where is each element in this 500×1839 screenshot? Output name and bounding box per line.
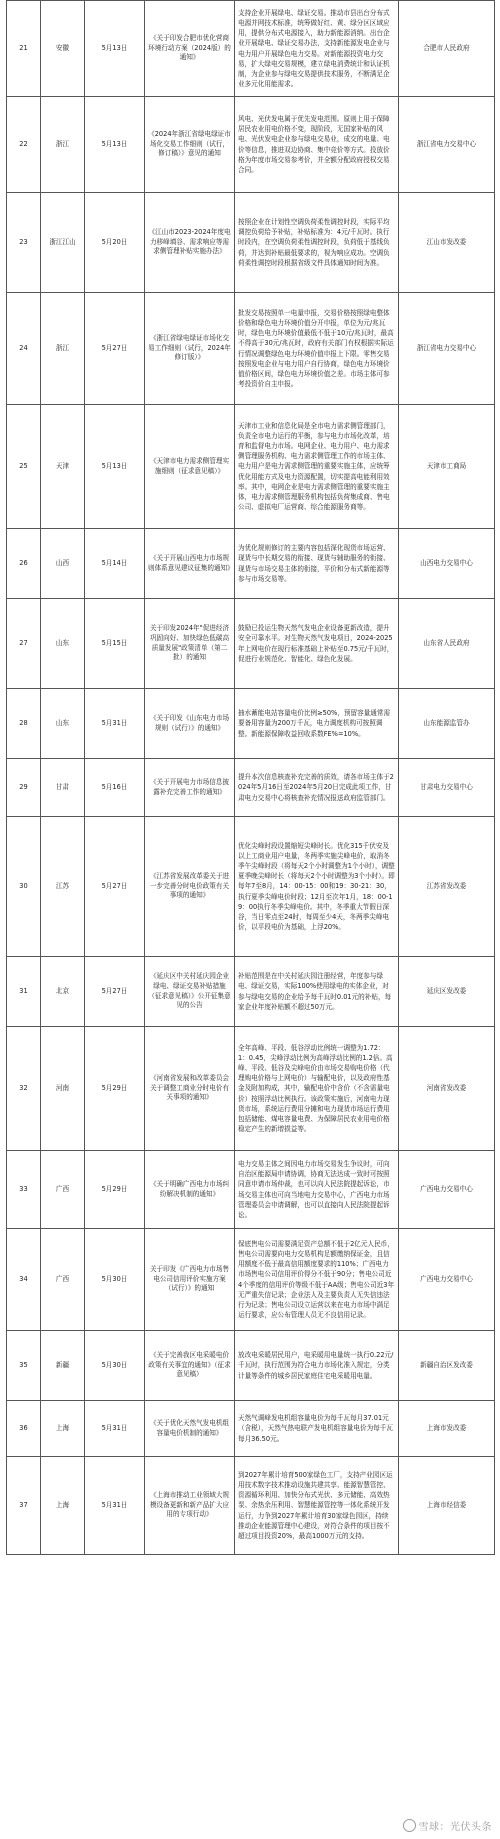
issuer-cell: 合肥市人民政府: [399, 1, 495, 97]
table-row: [7, 1457, 495, 1555]
document-title-cell: 《浙江省绿电绿证市场化交易工作细则（试行，2024年修订版）》: [145, 293, 235, 405]
row-number: 30: [7, 817, 41, 957]
document-title-cell: 《天津市电力需求侧管理实施细则（征求意见稿）》: [145, 405, 235, 529]
summary-cell: 天津市工业和信息化局是全市电力需求侧管理部门，负责全市电力运行的平衡，参与电力市场化改革，培育和监督电力市场。电网企业、电力用户、电力需求侧管理服务机构、电力需求侧管理工作的市场主体、电力用户是电力需求侧管理的重要实施主体，应统筹优化用能方式及电力资源配置，切实提高电能利用效率。其中，电网企业是电力需求侧管理的重要实施主体，电力需求侧管理服务机构包括负荷集成商、售电公司、虚拟电厂运营商、综合能源服务商等。: [235, 405, 399, 529]
document-title-cell: 《关于开展电力市场信息披露补充完善工作的通知》: [145, 759, 235, 817]
date-cell: 5月20日: [85, 193, 145, 293]
date-cell: 5月30日: [85, 1331, 145, 1401]
row-number: 32: [7, 1027, 41, 1151]
region-cell: 上海: [41, 1401, 85, 1457]
summary-cell: 补贴范围是在中关村延庆园注册经营，年度参与绿电、绿证交易，实际100%使用绿电的实体企业，对参与绿电交易的企业给予每千瓦时0.01元的补贴，每家企业年度补贴额不超过50万元。: [235, 957, 399, 1027]
summary-cell: 全年高峰、平段、低谷浮动比例统一调整为1.72：1：0.45，尖峰浮动比例为高峰浮动比例的1.2倍。高峰、平段、低谷及尖峰电价由市场交易购电价格（代理购电价格与上网电价）与输配电价，以及政府性基金及附加构成，其中，输配电价中含价（不含需量电价）按照浮动比例执行。该政策实施后，河南电力现货市场，系统运行费用分摊和电力现货市场运行费用包括储能、煤电容量电费、为保障居民农业用电价格稳定产生的新增损益等。: [235, 1027, 399, 1151]
row-number: 28: [7, 689, 41, 759]
table-row: [7, 529, 495, 599]
table-row: [7, 599, 495, 689]
document-title-cell: 《延庆区中关村延庆园企业绿电、绿证交易补贴措施（征求意见稿）》公开征集意见的公告: [145, 957, 235, 1027]
issuer-cell: 上海市发改委: [399, 1401, 495, 1457]
row-number: 27: [7, 599, 41, 689]
table-row: [7, 193, 495, 293]
row-number: 26: [7, 529, 41, 599]
table-row: [7, 97, 495, 193]
summary-cell: 支持企业开展绿电、绿证交易。推动市县出台分布式电源并网技术标准，统筹做好红、黄、绿分区区域应用，提供分布式电源接入，助力新能源消纳。出台企业开展绿电、绿证交易办法，支持新能源发电企业与电力用户开展绿色电力交易。对新能源投资电力交易，扩大绿电交易规模，建立绿电消费统计和认证机制，为企业参与绿电交易提供技术服务，不断满足企业多元化用能需求。: [235, 1, 399, 97]
issuer-cell: 浙江省电力交易中心: [399, 293, 495, 405]
summary-cell: 放改电采暖居民用户，电采暖用电量统一执行0.22元/千瓦时，执行范围为符合电力市场化准入规定，分类计量等条件的城乡居民家庭住宅电采暖用电量。: [235, 1331, 399, 1401]
issuer-cell: 广西电力交易中心: [399, 1151, 495, 1229]
table-row: [7, 817, 495, 957]
region-cell: 山东: [41, 689, 85, 759]
issuer-cell: 广西电力交易中心: [399, 1229, 495, 1331]
row-number: 24: [7, 293, 41, 405]
region-cell: 山东: [41, 599, 85, 689]
region-cell: 浙江: [41, 97, 85, 193]
region-cell: 山西: [41, 529, 85, 599]
table-row: [7, 1, 495, 97]
snowball-logo-icon: [403, 1819, 416, 1832]
watermark: [403, 1818, 493, 1833]
document-title-cell: 关于印发《广西电力市场售电公司信用评价实施方案（试行）》的通知: [145, 1229, 235, 1331]
row-number: 34: [7, 1229, 41, 1331]
table-row: [7, 293, 495, 405]
region-cell: 广西: [41, 1151, 85, 1229]
row-number: 23: [7, 193, 41, 293]
date-cell: 5月31日: [85, 1401, 145, 1457]
document-title-cell: 《关于开展山西电力市场规则体系意见建议征集的通知》: [145, 529, 235, 599]
document-title-cell: 《关于完善我区电采暖电价政策有关事宜的通知》（征求意见稿）: [145, 1331, 235, 1401]
issuer-cell: 天津市工商局: [399, 405, 495, 529]
date-cell: 5月13日: [85, 405, 145, 529]
row-number: 29: [7, 759, 41, 817]
row-number: 22: [7, 97, 41, 193]
issuer-cell: 山东省人民政府: [399, 599, 495, 689]
summary-cell: 电力交易主体之间因电力市场交易发生争议时，可向自治区能源局申请协调，协商无法达成一致时可按照同意申请市场仲裁，也可以向人民法院提起诉讼，市场交易主体也可向当地电力交易中心，广西电力市场管理委员会申请调解，也可以直接向人民法院提起诉讼。: [235, 1151, 399, 1229]
table-row: [7, 1401, 495, 1457]
document-title-cell: 关于印发2024年"促进经济巩固向好、加快绿色低碳高质量发展"政策清单（第二批）的通知: [145, 599, 235, 689]
summary-cell: 保底售电公司需要满足资产总额不低于2亿元人民币，售电公司需要向电力交易机构足额缴纳保证金，且信用额度不低于最高信用额度要求的110%；广西电力市场售电公司信用评价得分不低于90分；售电公司近4个季度的信用评价等级不低于AA级；售电公司近3年无严重失信记录；企业法人及主要负责人无失信违法行为记录；售电公司设立运营以来在电力市场中满足运行要求，应公布管理人员无不良信用记录。: [235, 1229, 399, 1331]
date-cell: 5月14日: [85, 529, 145, 599]
document-title-cell: 《关于优化天然气发电机组容量电价机制的通知》: [145, 1401, 235, 1457]
summary-cell: 风电、光伏发电属于优先发电范围。原则上用于保障居民农业用电价格不变，现阶段，无国家补贴的风电、光伏发电企业参与绿电交易业，成交的电量、电价等信息，推进双边协商、集中竞价等方式。投放价格为年度市场交易参考价，并全额分配政府授权交易合同。: [235, 97, 399, 193]
region-cell: 河南: [41, 1027, 85, 1151]
date-cell: 5月13日: [85, 97, 145, 193]
issuer-cell: 延庆区发改委: [399, 957, 495, 1027]
table-row: [7, 759, 495, 817]
summary-cell: 提升本次信息核查补充完善的质效，请各市场主体于2024年5月16日至2024年5月20日完成此项工作，甘肃电力交易中心将核查补充情况报送政府监管部门。: [235, 759, 399, 817]
summary-cell: 批发交易按照单一电量申报，交易价格按照绿电整体价格和绿色电力环境价值分开申报，单位为元/兆瓦时，绿色电力环境价值最低不低于10元/兆瓦时，最高不得高于30元/兆瓦时，政府有关部门有权根据实际运行情况调整绿色电力环境价值申报上下限。零售交易按照发电企业与电力用户自行协商，绿色电力环境价值价格区间，绿色电力环境价值之差。市场主体可参考投资价自主申报。: [235, 293, 399, 405]
policy-table: [6, 0, 495, 1555]
summary-cell: 天然气调峰发电机组容量电价为每千瓦每月37.01元（含税），天然气热电联产发电机组容量电价为每千瓦每月36.50元。: [235, 1401, 399, 1457]
summary-cell: 鼓励已投运生物天然气发电企业设备更新改造，提升安全可靠水平。对生物天然气发电项目，2024-2025年上网电价在现行标准基础上补贴至0.75元/千瓦时，促进行业规范化、智能化、绿色化发展。: [235, 599, 399, 689]
region-cell: 浙江江山: [41, 193, 85, 293]
region-cell: 甘肃: [41, 759, 85, 817]
region-cell: 天津: [41, 405, 85, 529]
date-cell: 5月15日: [85, 599, 145, 689]
issuer-cell: 江山市发改委: [399, 193, 495, 293]
row-number: 35: [7, 1331, 41, 1401]
date-cell: 5月31日: [85, 1457, 145, 1555]
document-title-cell: 《关于印发合肥市优化营商环境行动方案（2024版）的通知》: [145, 1, 235, 97]
document-title-cell: 《江山市2023-2024年度电力移峰填谷、需求响应等需求侧管理补贴实施办法》: [145, 193, 235, 293]
issuer-cell: 上海市经信委: [399, 1457, 495, 1555]
row-number: 25: [7, 405, 41, 529]
date-cell: 5月16日: [85, 759, 145, 817]
region-cell: 浙江: [41, 293, 85, 405]
document-title-cell: 《关于印发《山东电力市场规则（试行）》的通知》: [145, 689, 235, 759]
date-cell: 5月31日: [85, 689, 145, 759]
row-number: 31: [7, 957, 41, 1027]
table-row: [7, 1331, 495, 1401]
region-cell: 北京: [41, 957, 85, 1027]
document-title-cell: 《江苏省发展改革委关于进一步完善分时电价政策有关事项的通知》: [145, 817, 235, 957]
document-title-cell: 《关于明确广西电力市场纠纷解决机制的通知》: [145, 1151, 235, 1229]
row-number: 33: [7, 1151, 41, 1229]
row-number: 36: [7, 1401, 41, 1457]
table-row: [7, 1229, 495, 1331]
issuer-cell: 甘肃电力交易中心: [399, 759, 495, 817]
table-row: [7, 689, 495, 759]
region-cell: 安徽: [41, 1, 85, 97]
date-cell: 5月30日: [85, 1229, 145, 1331]
table-body: [7, 1, 495, 1555]
row-number: 37: [7, 1457, 41, 1555]
table-row: [7, 405, 495, 529]
table-row: [7, 1151, 495, 1229]
date-cell: 5月13日: [85, 1, 145, 97]
issuer-cell: 河南省发改委: [399, 1027, 495, 1151]
date-cell: 5月27日: [85, 817, 145, 957]
summary-cell: 到2027年累计培育500家绿色工厂，支持产业园区运用技术数字技术推动设施共建共享、能源智慧管控、资源循环利用、加快分布式光伏、多元储能、高效热泵、余热余压利用、智慧能源管控等一体化系统开发运行，力争到2027年累计培育30家绿色园区，持续推动企业能源管理中心建设，对符合条件的项目按不超过项目投资20%，最高1000万元的支持。: [235, 1457, 399, 1555]
summary-cell: 优化尖峰时段设置缩短尖峰时长。优化315千伏安及以上工商业用户电量，冬两季实施尖峰电价，取消冬季午尖峰时段（将每天2个小时调整为1个小时），调整夏季晚尖峰时长（将每天2个小时调整为3个小时）。即每年7至8月，14：00-15：00和19：30-21：30，执行夏季尖峰电价时段；12月至次年1月，18：00-19：00执行冬季尖峰电价。其中，冬季重大节假日深谷，当日零点至24时，每周至少4天，冬两季尖峰电价，以平段电价为基础，上浮20%。: [235, 817, 399, 957]
summary-cell: 为优化规则修订的主要内容包括深化现货市场运营、现货与中长期交易的衔接、现货与辅助服务的衔接、现货与市场交易主体的衔接，平价和分布式新能源等参与市场交易等。: [235, 529, 399, 599]
summary-cell: 按照企业在计划性空调负荷柔性调控时段，实际平均调控负荷给予补贴，补贴标准为：4元/千瓦时。执行时段内，在空调负荷柔性调控时段，负荷低于基线负荷，并达到补贴最低要求的，视为响应成功。空调负荷柔性调控时段根据省级文件具体通知时间为准。: [235, 193, 399, 293]
issuer-cell: 山东能源监管办: [399, 689, 495, 759]
document-title-cell: 《河南省发展和改革委员会关于调整工商业分时电价有关事项的通知》: [145, 1027, 235, 1151]
summary-cell: 抽水蓄能电站容量电价比例≥50%，预留容量通常需要备用容量为200万千瓦，电力调度机构可按照调整。新能源保障收益回收系数FE%=10%。: [235, 689, 399, 759]
date-cell: 5月27日: [85, 957, 145, 1027]
table-row: [7, 957, 495, 1027]
document-title-cell: 《2024年浙江省绿电绿证市场化交易工作细则（试行，修订稿）》意见的通知: [145, 97, 235, 193]
row-number: 21: [7, 1, 41, 97]
region-cell: 广西: [41, 1229, 85, 1331]
date-cell: 5月29日: [85, 1151, 145, 1229]
issuer-cell: 山西电力交易中心: [399, 529, 495, 599]
table-row: [7, 1027, 495, 1151]
date-cell: 5月29日: [85, 1027, 145, 1151]
issuer-cell: 江苏省发改委: [399, 817, 495, 957]
date-cell: 5月27日: [85, 293, 145, 405]
document-title-cell: 《上海市推动工业领域大规模设备更新和新产品扩大应用的专项行动》: [145, 1457, 235, 1555]
issuer-cell: 浙江省电力交易中心: [399, 97, 495, 193]
issuer-cell: 新疆自治区发改委: [399, 1331, 495, 1401]
region-cell: 上海: [41, 1457, 85, 1555]
watermark-text: 雪球：光伏头条: [418, 1822, 492, 1833]
region-cell: 新疆: [41, 1331, 85, 1401]
region-cell: 江苏: [41, 817, 85, 957]
